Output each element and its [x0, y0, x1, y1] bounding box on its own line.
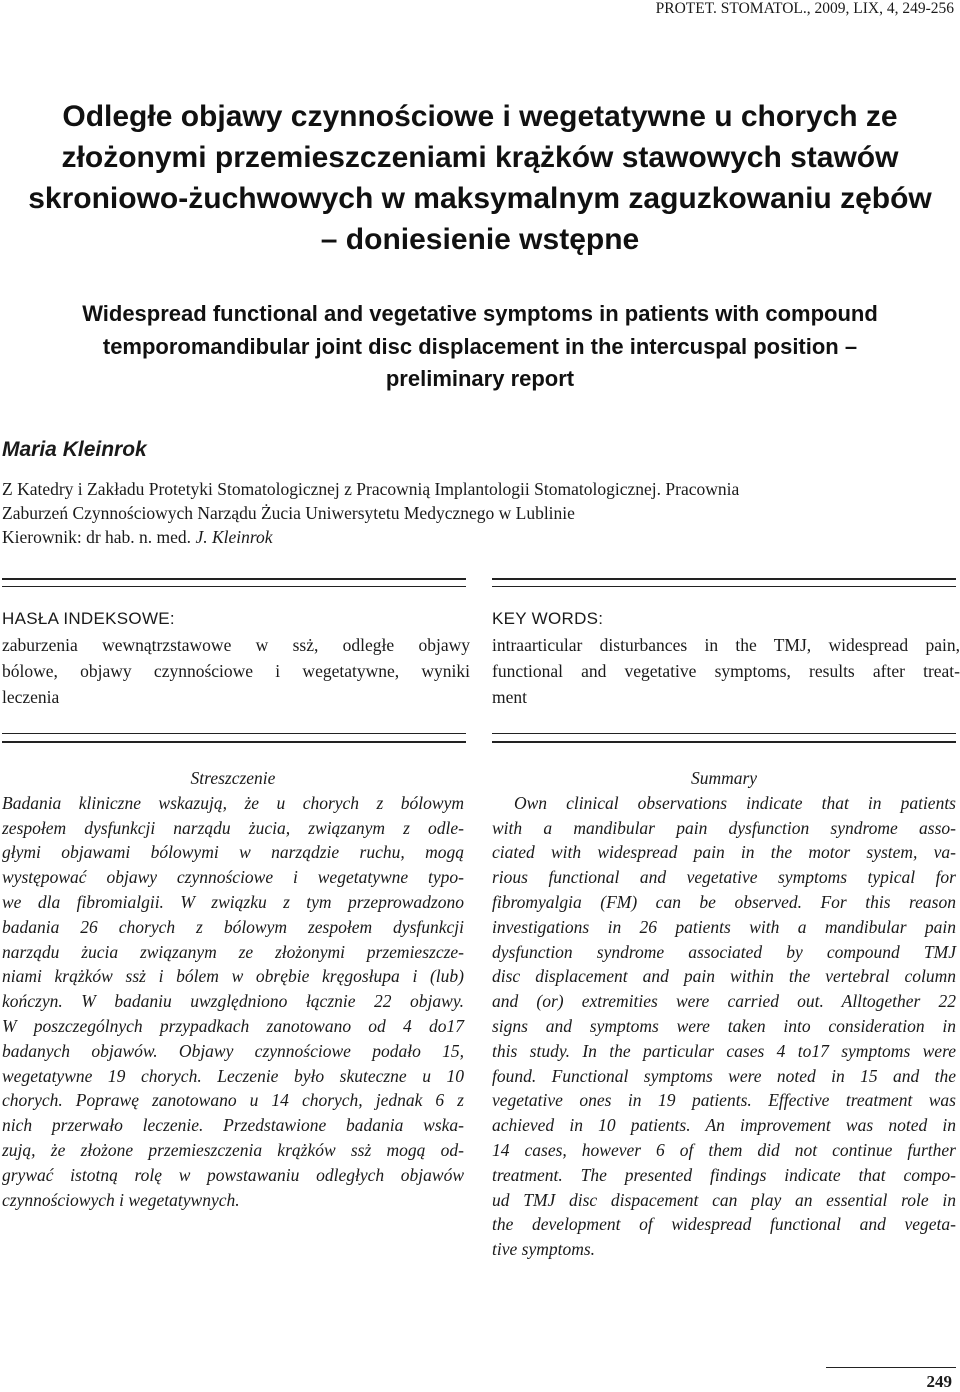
abstract-polish-line: chorych. Poprawę zanotowano u 14 chorych, jednak 6 z [2, 1090, 464, 1111]
divider [2, 741, 466, 743]
affiliation-head-prefix: Kierownik: dr hab. n. med. [2, 527, 196, 547]
affiliation-line: Z Katedry i Zakładu Protetyki Stomatologicznej z Pracownią Implantologii Stomatologicznej. Pracownia [2, 479, 740, 499]
abstract-polish-line: wegetatywne 19 chorych. Leczenie było skuteczne u 10 [2, 1065, 464, 1086]
abstract-english-heading: Summary [690, 768, 758, 788]
affiliation [2, 477, 739, 549]
keywords-polish-label: HASŁA INDEKSOWE: [2, 609, 175, 628]
abstract-polish-line: niami krążków ssż i bólem w obrębie kręgosłupa i (lub) [2, 966, 464, 987]
abstract-english-line: Own clinical observations indicate that in patients [514, 792, 956, 813]
keywords-english-line: ment [492, 687, 527, 707]
abstract-english-line: achieved in 10 patients. An improvement was noted in [492, 1115, 956, 1136]
page-number: 249 [926, 1372, 952, 1391]
title-english [0, 298, 960, 396]
keywords-english-line: functional and vegetative symptoms, results after treat- [492, 661, 960, 681]
divider [492, 586, 956, 587]
divider [826, 1367, 956, 1368]
abstract-polish-line: kończyn. W badaniu uwzględniono łącznie 22 objawy. [2, 991, 464, 1012]
keywords-english-line: intraarticular disturbances in the TMJ, widespread pain, [492, 635, 960, 655]
abstract-english-line: tive symptoms. [492, 1239, 596, 1260]
affiliation-head-name: J. Kleinrok [195, 527, 273, 547]
abstract-english-line: disc displacement and pain within the vertebral column [492, 966, 956, 987]
abstract-polish-line: narządu żucia związanym ze złożonymi przemieszcze- [2, 941, 464, 962]
author-name: Maria Kleinrok [2, 438, 147, 461]
abstract-polish-line: głymi objawami bólowymi w narządzie ruchu, mogą [2, 842, 464, 863]
abstract-polish-line: czynnościowych i wegetatywnych. [2, 1189, 240, 1210]
abstract-polish [2, 766, 464, 1212]
abstract-polish-line: grywać istotną rolę w powstawaniu odległych objawów [2, 1164, 464, 1185]
divider [492, 578, 956, 580]
abstract-english-line: 14 cases, however 6 of them did not continue further [492, 1139, 956, 1160]
abstract-polish-line: występować objawy czynnościowe i wegetatywne typo- [2, 867, 464, 888]
abstract-polish-line: we dla fibromialgii. W związku z tym przeprowadzono [2, 891, 464, 912]
divider [2, 733, 466, 734]
abstract-polish-line: zespołem dysfunkcji narządu żucia, związanym z odle- [2, 817, 464, 838]
keywords-polish-line: zaburzenia wewnątrzstawowe w ssż, odległe objawy [2, 635, 470, 655]
divider [492, 733, 956, 734]
title-english-line: temporomandibular joint disc displacement in the intercuspal position – [102, 333, 858, 359]
abstract-english [492, 766, 956, 1262]
abstract-english-line: investigations in 26 patients with a mandibular pain [492, 916, 956, 937]
keywords-polish-line: leczenia [2, 687, 60, 707]
title-english-line: Widespread functional and vegetative symptoms in patients with compound [82, 301, 878, 326]
abstract-polish-line: W poszczególnych przypadkach zanotowano od 4 do17 [2, 1015, 464, 1036]
keywords-polish [2, 606, 470, 710]
abstract-english-line: the development of widespread functional and vegeta- [492, 1214, 956, 1235]
divider [2, 586, 466, 587]
abstract-english-line: rious functional and vegetative symptoms typical for [492, 867, 956, 888]
affiliation-head [2, 525, 739, 549]
abstract-english-line: with a mandibular pain dysfunction syndrome asso- [492, 817, 956, 838]
title-polish-line: złożonymi przemieszczeniami krążków stawowych stawów [61, 141, 899, 174]
affiliation-line: Zaburzeń Czynnościowych Narządu Żucia Uniwersytetu Medycznego w Lublinie [2, 503, 575, 523]
abstract-english-line: found. Functional symptoms were noted in 15 and the [492, 1065, 956, 1086]
keywords-english-label: KEY WORDS: [492, 609, 604, 628]
abstract-english-line: ud TMJ disc dispacement can play an essential role in [492, 1189, 956, 1210]
abstract-polish-line: badanych objawów. Objawy czynnościowe podało 15, [2, 1040, 464, 1061]
abstract-polish-line: nich przerwało leczenie. Przedstawione badania wska- [2, 1115, 464, 1136]
abstract-english-line: fibromyalgia (FM) can be observed. For this reason [492, 891, 956, 912]
abstract-english-line: vegetative ones in 19 patients. Effective treatment was [492, 1090, 956, 1111]
abstract-polish-line: Badania kliniczne wskazują, że u chorych z bólowym [2, 792, 464, 813]
keywords-polish-line: bólowe, objawy czynnościowe i wegetatywne, wyniki [2, 661, 470, 681]
abstract-english-line: signs and symptoms were taken into consideration in [492, 1015, 956, 1036]
title-english-line: preliminary report [385, 366, 575, 391]
abstract-polish-heading: Streszczenie [190, 768, 276, 788]
abstract-english-line: dysfunction syndrome associated by compound TMJ [492, 941, 956, 962]
title-polish [0, 96, 960, 260]
divider [2, 578, 466, 580]
journal-citation: PROTET. STOMATOL., 2009, LIX, 4, 249-256 [655, 0, 954, 17]
abstract-english-line: treatment. The presented findings indicate that compo- [492, 1164, 956, 1185]
title-polish-line: skroniowo-żuchwowych w maksymalnym zaguzkowaniu zębów [28, 182, 932, 215]
title-polish-line: – doniesienie wstępne [320, 223, 640, 256]
abstract-english-line: this study. In the particular cases 4 to17 symptoms were [492, 1040, 956, 1061]
abstract-polish-line: badania 26 chorych z bólowym zespołem dysfunkcji [2, 916, 464, 937]
abstract-english-line: and (or) extremities were carried out. Alltogether 22 [492, 991, 956, 1012]
divider [492, 741, 956, 743]
abstract-polish-line: zują, że złożone przemieszczenia krążków ssż mogą od- [2, 1139, 464, 1160]
title-polish-line: Odległe objawy czynnościowe i wegetatywne u chorych ze [62, 100, 898, 133]
abstract-english-line: ciated with widespread pain in the motor system, va- [492, 842, 956, 863]
keywords-english [492, 606, 960, 710]
